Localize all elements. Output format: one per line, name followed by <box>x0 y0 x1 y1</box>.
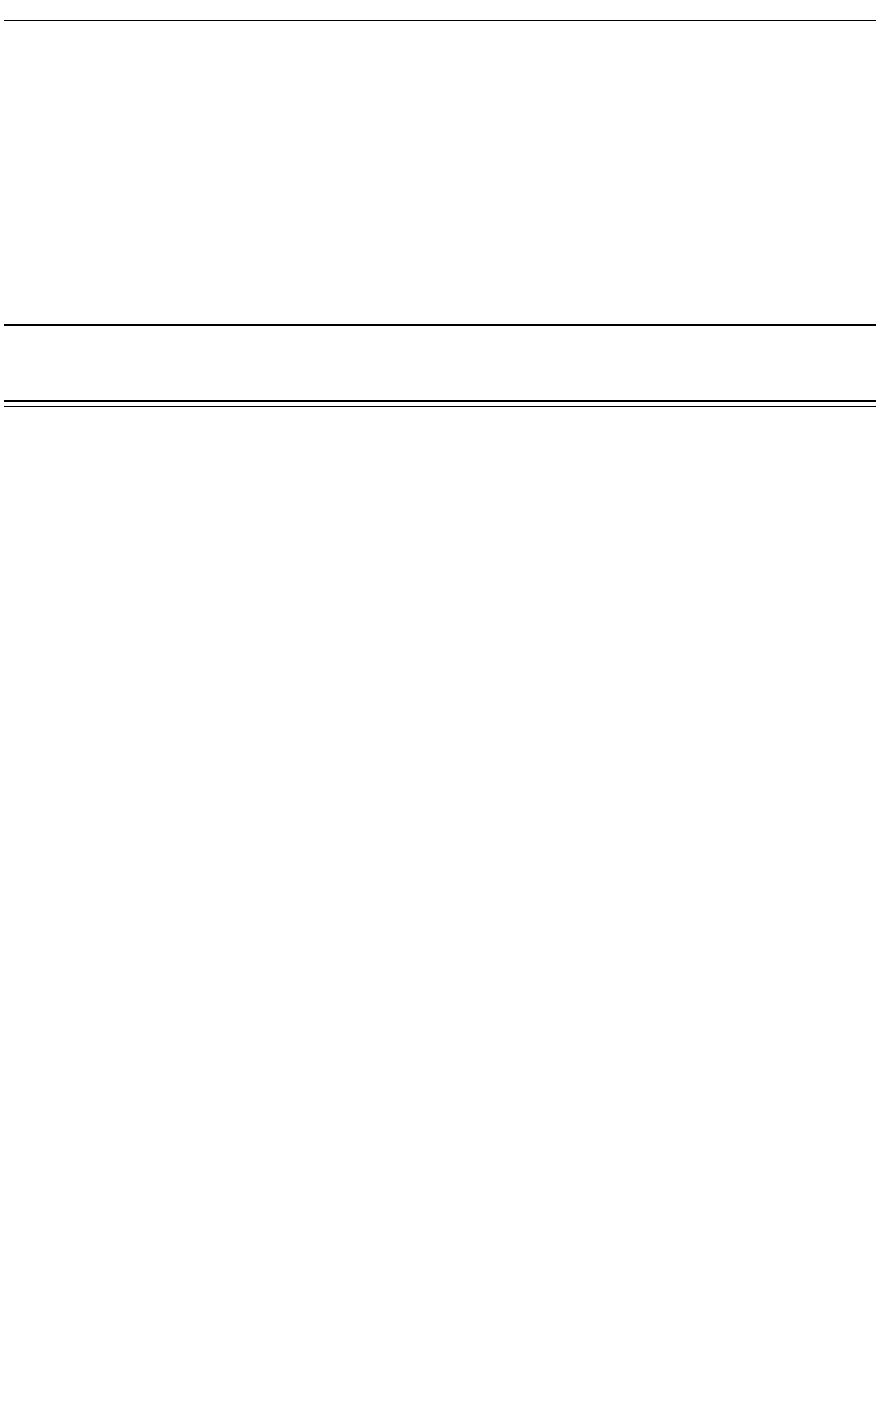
help-wanted-section <box>4 20 876 323</box>
home-service-guide-banner <box>4 324 876 402</box>
masthead <box>0 0 880 20</box>
banner-deadline-row <box>4 327 876 328</box>
service-guide-grid <box>4 406 876 1398</box>
